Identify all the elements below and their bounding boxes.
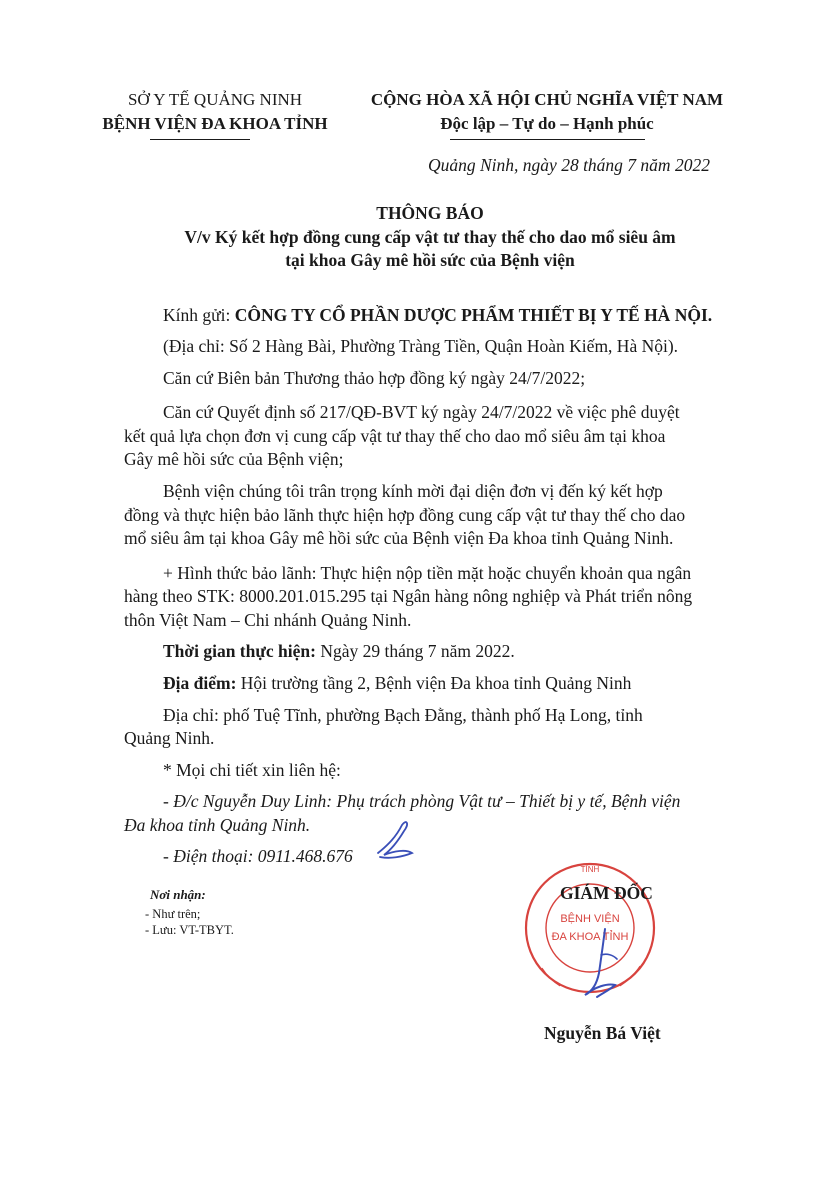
invite-line2: đồng và thực hiện bảo lãnh thực hiện hợp đồng cung cấp vật tư thay thế cho dao xyxy=(124,505,686,525)
stamp-line1: BỆNH VIỆN xyxy=(560,913,620,925)
recipients-item: - Lưu: VT-TBYT. xyxy=(145,923,234,937)
org-underline xyxy=(150,139,250,140)
basis-2-line3: Gây mê hồi sức của Bệnh viện; xyxy=(124,449,344,469)
execution-time-label: Thời gian thực hiện: xyxy=(163,641,316,661)
signer-title: GIÁM ĐỐC xyxy=(560,883,653,903)
stamp-line2: ĐA KHOA TỈNH xyxy=(551,931,629,943)
venue-address-line1: Địa chỉ: phố Tuệ Tĩnh, phường Bạch Đằng, thành phố Hạ Long, tỉnh xyxy=(163,705,643,725)
addressee-address: (Địa chỉ: Số 2 Hàng Bài, Phường Tràng Tiền, Quận Hoàn Kiếm, Hà Nội). xyxy=(163,336,679,356)
document-title: THÔNG BÁO xyxy=(376,203,484,223)
venue-label: Địa điểm: xyxy=(163,673,237,693)
stamp-top-text: TỈNH xyxy=(580,865,600,874)
execution-time-value: Ngày 29 tháng 7 năm 2022. xyxy=(315,641,515,661)
guarantee-line3: thôn Việt Nam – Chi nhánh Quảng Ninh. xyxy=(124,610,412,630)
guarantee-line1: + Hình thức bảo lãnh: Thực hiện nộp tiền mặt hoặc chuyển khoản qua ngân xyxy=(163,563,692,583)
venue-address-line2: Quảng Ninh. xyxy=(124,728,215,748)
contact-phone: - Điện thoại: 0911.468.676 xyxy=(163,846,353,866)
basis-2-line2: kết quả lựa chọn đơn vị cung cấp vật tư thay thế cho dao mổ siêu âm tại khoa xyxy=(124,426,666,446)
contact-line1: - Đ/c Nguyễn Duy Linh: Phụ trách phòng Vật tư – Thiết bị y tế, Bệnh viện xyxy=(163,791,681,811)
signer-name: Nguyễn Bá Việt xyxy=(544,1023,661,1043)
basis-2-line1: Căn cứ Quyết định số 217/QĐ-BVT ký ngày 24/7/2022 về việc phê duyệt xyxy=(163,402,680,422)
org-parent: SỞ Y TẾ QUẢNG NINH xyxy=(127,90,303,109)
org-name: BỆNH VIỆN ĐA KHOA TỈNH xyxy=(102,114,328,133)
initials-mark xyxy=(372,815,418,863)
invite-line1: Bệnh viện chúng tôi trân trọng kính mời đại diện đơn vị đến ký kết hợp xyxy=(163,481,663,501)
document-subject-line1: V/v Ký kết hợp đồng cung cấp vật tư thay thế cho dao mổ siêu âm xyxy=(184,227,676,247)
basis-1: Căn cứ Biên bản Thương thảo hợp đồng ký ngày 24/7/2022; xyxy=(163,368,586,388)
guarantee-line2: hàng theo STK: 8000.201.015.295 tại Ngân hàng nông nghiệp và Phát triển nông xyxy=(124,586,693,606)
addressee-company: CÔNG TY CỔ PHẦN DƯỢC PHẨM THIẾT BỊ Y TẾ HÀ NỘI. xyxy=(234,305,713,325)
recipients-item: - Như trên; xyxy=(145,907,201,921)
document-subject-line2: tại khoa Gây mê hồi sức của Bệnh viện xyxy=(285,250,575,270)
venue xyxy=(163,673,631,694)
recipients-label: Nơi nhận: xyxy=(150,887,206,902)
national-motto: Độc lập – Tự do – Hạnh phúc xyxy=(440,114,654,133)
country-name: CỘNG HÒA XÃ HỘI CHỦ NGHĨA VIỆT NAM xyxy=(370,90,724,109)
contact-intro: * Mọi chi tiết xin liên hệ: xyxy=(163,760,341,780)
invite-line3: mổ siêu âm tại khoa Gây mê hồi sức của Bệnh viện Đa khoa tỉnh Quảng Ninh. xyxy=(124,528,674,548)
venue-value: Hội trường tầng 2, Bệnh viện Đa khoa tỉnh Quảng Ninh xyxy=(236,673,632,693)
signature-scribble xyxy=(575,925,635,1005)
motto-underline xyxy=(450,139,645,140)
place-date: Quảng Ninh, ngày 28 tháng 7 năm 2022 xyxy=(428,155,710,175)
addressee-prefix: Kính gửi: xyxy=(163,305,235,325)
contact-line2: Đa khoa tỉnh Quảng Ninh. xyxy=(124,815,311,835)
addressee xyxy=(163,305,712,326)
execution-time xyxy=(163,641,515,662)
